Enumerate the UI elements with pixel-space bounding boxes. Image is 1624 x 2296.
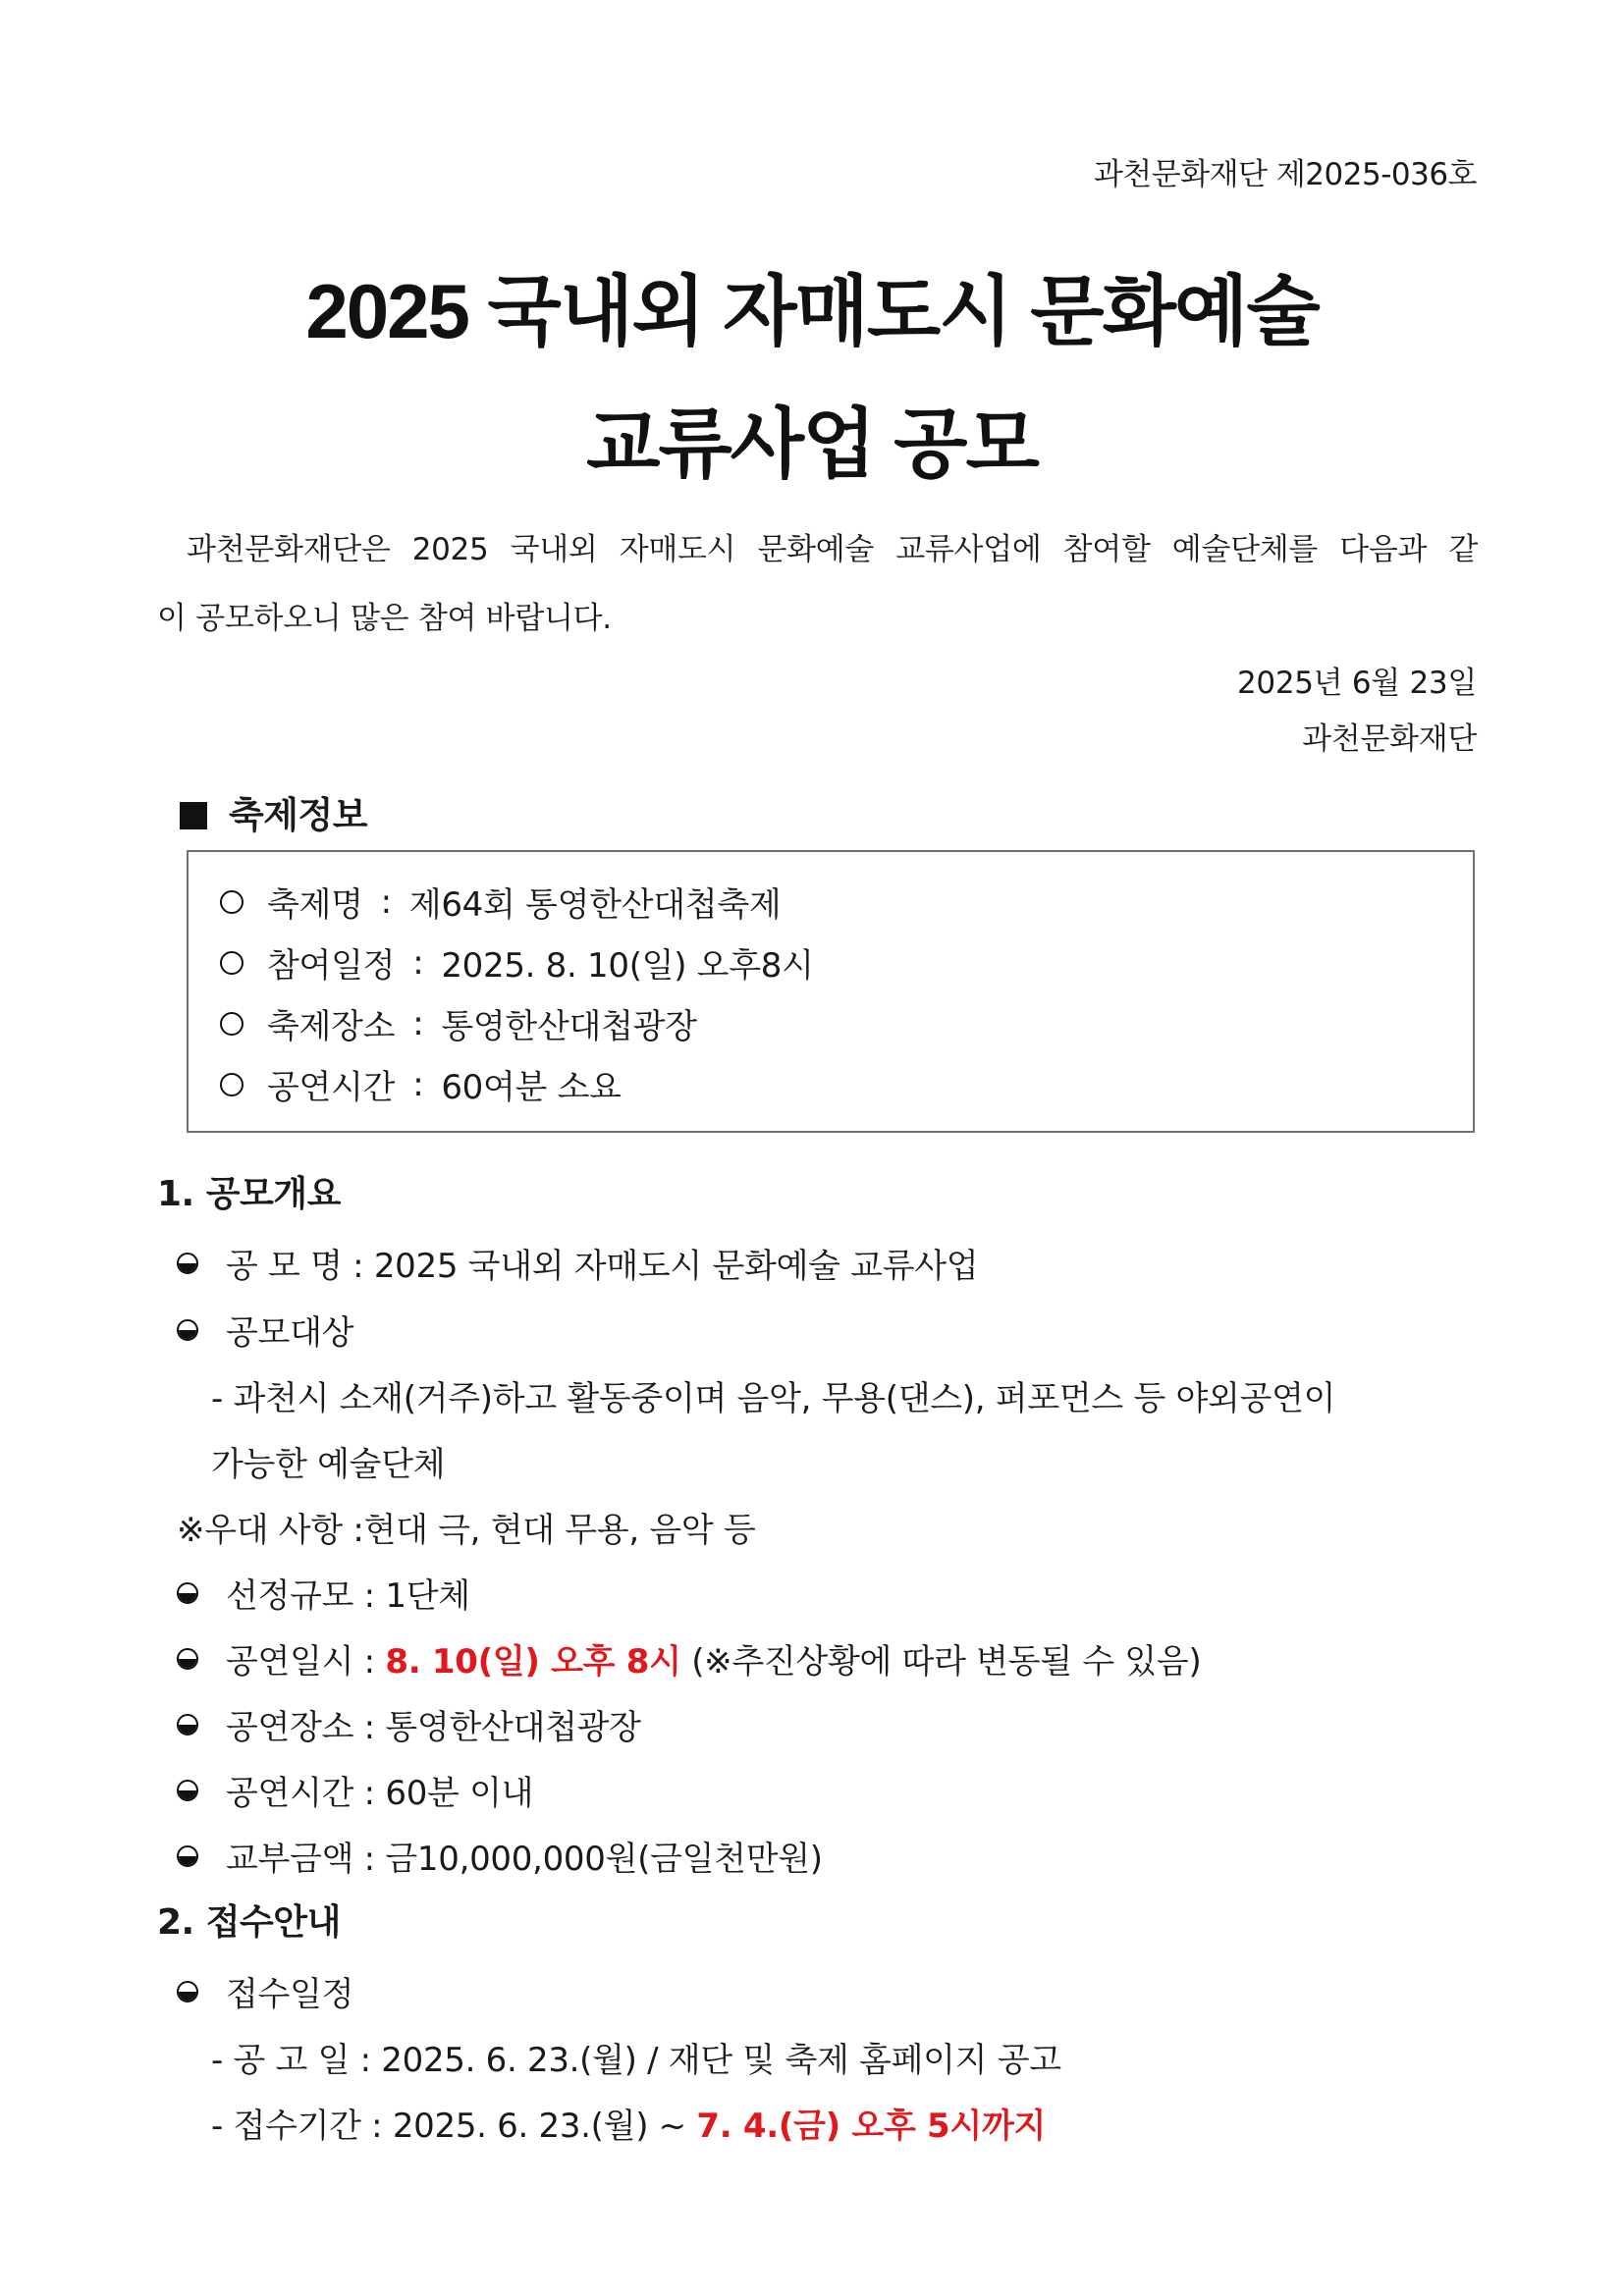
info-label: 공연시간: [267, 1068, 396, 1107]
item-value: 통영한산대첩광장: [385, 1708, 641, 1747]
item-label: 접수일정: [226, 1975, 354, 2014]
item-label: 선정규모 :: [226, 1576, 375, 1616]
circle-bullet-icon: [220, 1012, 244, 1036]
application-deadline: 7. 4.(금) 오후 5시까지: [696, 2107, 1047, 2146]
info-separator: :: [412, 942, 424, 983]
circle-bullet-icon: [220, 951, 244, 975]
info-separator: :: [412, 1064, 424, 1104]
notice-date-line: - 공 고 일 : 2025. 6. 23.(월) / 재단 및 축제 홈페이지 공고: [211, 2041, 1061, 2080]
title-line-1: 2025 국내외 자매도시 문화예술: [305, 268, 1319, 354]
half-circle-bullet-icon: [177, 1845, 198, 1867]
grant-amount-item: [177, 1832, 823, 1880]
half-circle-bullet-icon: [177, 1319, 198, 1341]
intro-line-2: 이 공모하오니 많은 참여 바랍니다.: [157, 601, 612, 636]
info-value: 제64회 통영한산대첩축제: [408, 885, 782, 925]
half-circle-bullet-icon: [177, 1714, 198, 1735]
performance-datetime-item: [177, 1634, 1201, 1682]
festival-info-row: [220, 878, 781, 926]
festival-info-box: [187, 850, 1475, 1133]
info-label: 축제명: [267, 885, 363, 925]
item-value: 금10,000,000원(금일천만원): [385, 1840, 823, 1879]
half-circle-bullet-icon: [177, 1780, 198, 1801]
item-label: 공연일시 :: [226, 1642, 375, 1682]
title-line-2: 교류사업 공모: [586, 400, 1038, 487]
contest-name-item: [177, 1239, 978, 1287]
festival-info-row: [220, 938, 814, 987]
performance-venue-item: [177, 1700, 641, 1748]
info-separator: :: [412, 1003, 424, 1043]
half-circle-bullet-icon: [177, 1582, 198, 1604]
performance-datetime-value: 8. 10(일) 오후 8시: [385, 1642, 681, 1682]
half-circle-bullet-icon: [177, 1648, 198, 1670]
info-value: 60여분 소요: [441, 1068, 622, 1107]
item-value: 2025 국내외 자매도시 문화예술 교류사업: [373, 1247, 979, 1286]
contest-target-item: [177, 1306, 353, 1354]
item-label: 교부금액 :: [226, 1840, 375, 1879]
datetime-note: (※추진상황에 따라 변동될 수 있음): [691, 1642, 1202, 1682]
announcement-date: 2025년 6월 23일: [1236, 666, 1477, 701]
info-value: 통영한산대첩광장: [441, 1007, 697, 1046]
festival-info-heading: [180, 785, 367, 838]
info-label: 축제장소: [267, 1007, 396, 1046]
preference-note: ※우대 사항 :현대 극, 현대 무용, 음악 등: [177, 1511, 756, 1550]
festival-info-row: [220, 999, 697, 1047]
document-number: 과천문화재단 제2025-036호: [1093, 157, 1477, 192]
application-schedule-item: [177, 1967, 353, 2015]
performance-duration-item: [177, 1766, 533, 1814]
half-circle-bullet-icon: [177, 1981, 198, 2002]
info-label: 참여일정: [267, 946, 396, 986]
festival-info-heading-text: 축제정보: [229, 794, 367, 836]
item-label: 공모대상: [226, 1313, 354, 1353]
item-label: 공연장소 :: [226, 1708, 375, 1747]
half-circle-bullet-icon: [177, 1253, 198, 1274]
black-square-icon: [180, 802, 207, 829]
target-description-line-1: - 과천시 소재(거주)하고 활동중이며 음악, 무용(댄스), 퍼포먼스 등 야외공연이: [211, 1379, 1336, 1418]
application-period-prefix: - 접수기간 : 2025. 6. 23.(월) ~: [211, 2107, 686, 2146]
circle-bullet-icon: [220, 1073, 244, 1096]
selection-scale-item: [177, 1569, 470, 1617]
issuing-organization: 과천문화재단: [1302, 721, 1477, 757]
item-value: 60분 이내: [385, 1774, 534, 1813]
application-period-line: [211, 2099, 1046, 2147]
info-separator: :: [380, 881, 392, 922]
item-value: 1단체: [385, 1576, 470, 1616]
section-1-heading: 1. 공모개요: [157, 1174, 341, 1214]
circle-bullet-icon: [220, 890, 244, 914]
section-2-heading: 2. 접수안내: [157, 1902, 341, 1943]
item-label: 공 모 명 :: [226, 1247, 364, 1286]
intro-line-1: 과천문화재단은 2025 국내외 자매도시 문화예술 교류사업에 참여할 예술단체를 다음과 같: [187, 532, 1478, 567]
festival-info-row: [220, 1060, 622, 1108]
item-label: 공연시간 :: [226, 1774, 375, 1813]
target-description-line-2: 가능한 예술단체: [211, 1445, 446, 1484]
info-value: 2025. 8. 10(일) 오후8시: [441, 946, 814, 986]
